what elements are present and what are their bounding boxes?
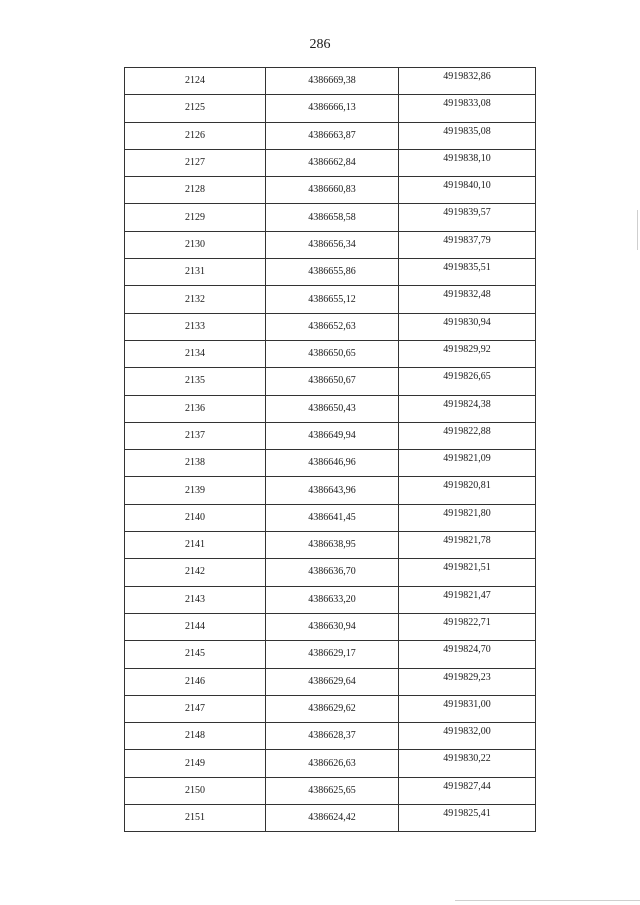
table-row xyxy=(125,204,536,231)
table-row xyxy=(125,177,536,204)
y-coordinate-cell: 4919835,51 xyxy=(399,259,536,286)
table-row xyxy=(125,504,536,531)
table-row xyxy=(125,477,536,504)
table-row xyxy=(125,586,536,613)
point-number-cell: 2144 xyxy=(125,613,266,640)
point-number-cell: 2139 xyxy=(125,477,266,504)
table-row xyxy=(125,340,536,367)
y-coordinate-cell: 4919831,00 xyxy=(399,695,536,722)
table-row xyxy=(125,805,536,832)
x-coordinate-cell: 4386658,58 xyxy=(266,204,399,231)
y-coordinate-cell: 4919830,94 xyxy=(399,313,536,340)
y-coordinate-cell: 4919821,09 xyxy=(399,450,536,477)
point-number-cell: 2150 xyxy=(125,777,266,804)
x-coordinate-cell: 4386643,96 xyxy=(266,477,399,504)
point-number-cell: 2149 xyxy=(125,750,266,777)
point-number-cell: 2137 xyxy=(125,422,266,449)
table-row xyxy=(125,395,536,422)
point-number-cell: 2143 xyxy=(125,586,266,613)
bottom-edge-scan-mark xyxy=(455,900,640,901)
x-coordinate-cell: 4386646,96 xyxy=(266,450,399,477)
table-row xyxy=(125,723,536,750)
point-number-cell: 2141 xyxy=(125,532,266,559)
table-row xyxy=(125,286,536,313)
point-number-cell: 2138 xyxy=(125,450,266,477)
y-coordinate-cell: 4919838,10 xyxy=(399,149,536,176)
x-coordinate-cell: 4386666,13 xyxy=(266,95,399,122)
table-row xyxy=(125,559,536,586)
table-row xyxy=(125,750,536,777)
x-coordinate-cell: 4386650,67 xyxy=(266,368,399,395)
table-row xyxy=(125,695,536,722)
point-number-cell: 2127 xyxy=(125,149,266,176)
table-row xyxy=(125,777,536,804)
table-row xyxy=(125,313,536,340)
table-row xyxy=(125,613,536,640)
point-number-cell: 2132 xyxy=(125,286,266,313)
x-coordinate-cell: 4386629,62 xyxy=(266,695,399,722)
x-coordinate-cell: 4386655,86 xyxy=(266,259,399,286)
point-number-cell: 2145 xyxy=(125,641,266,668)
x-coordinate-cell: 4386650,65 xyxy=(266,340,399,367)
coordinates-table xyxy=(124,67,536,832)
y-coordinate-cell: 4919824,38 xyxy=(399,395,536,422)
table-row xyxy=(125,532,536,559)
right-edge-scan-mark xyxy=(637,210,638,250)
point-number-cell: 2129 xyxy=(125,204,266,231)
x-coordinate-cell: 4386663,87 xyxy=(266,122,399,149)
y-coordinate-cell: 4919822,88 xyxy=(399,422,536,449)
table-row xyxy=(125,641,536,668)
x-coordinate-cell: 4386650,43 xyxy=(266,395,399,422)
x-coordinate-cell: 4386660,83 xyxy=(266,177,399,204)
point-number-cell: 2130 xyxy=(125,231,266,258)
table-row xyxy=(125,668,536,695)
x-coordinate-cell: 4386628,37 xyxy=(266,723,399,750)
y-coordinate-cell: 4919829,92 xyxy=(399,340,536,367)
table-row xyxy=(125,122,536,149)
x-coordinate-cell: 4386626,63 xyxy=(266,750,399,777)
page-number: 286 xyxy=(309,37,331,52)
point-number-cell: 2148 xyxy=(125,723,266,750)
point-number-cell: 2140 xyxy=(125,504,266,531)
y-coordinate-cell: 4919821,80 xyxy=(399,504,536,531)
y-coordinate-cell: 4919821,78 xyxy=(399,532,536,559)
point-number-cell: 2134 xyxy=(125,340,266,367)
x-coordinate-cell: 4386638,95 xyxy=(266,532,399,559)
point-number-cell: 2125 xyxy=(125,95,266,122)
y-coordinate-cell: 4919827,44 xyxy=(399,777,536,804)
y-coordinate-cell: 4919835,08 xyxy=(399,122,536,149)
y-coordinate-cell: 4919824,70 xyxy=(399,641,536,668)
point-number-cell: 2131 xyxy=(125,259,266,286)
y-coordinate-cell: 4919821,47 xyxy=(399,586,536,613)
x-coordinate-cell: 4386630,94 xyxy=(266,613,399,640)
y-coordinate-cell: 4919820,81 xyxy=(399,477,536,504)
x-coordinate-cell: 4386624,42 xyxy=(266,805,399,832)
x-coordinate-cell: 4386629,17 xyxy=(266,641,399,668)
table-row xyxy=(125,149,536,176)
y-coordinate-cell: 4919822,71 xyxy=(399,613,536,640)
y-coordinate-cell: 4919826,65 xyxy=(399,368,536,395)
point-number-cell: 2136 xyxy=(125,395,266,422)
y-coordinate-cell: 4919825,41 xyxy=(399,805,536,832)
y-coordinate-cell: 4919832,00 xyxy=(399,723,536,750)
y-coordinate-cell: 4919840,10 xyxy=(399,177,536,204)
x-coordinate-cell: 4386656,34 xyxy=(266,231,399,258)
x-coordinate-cell: 4386633,20 xyxy=(266,586,399,613)
x-coordinate-cell: 4386669,38 xyxy=(266,68,399,95)
point-number-cell: 2146 xyxy=(125,668,266,695)
table-row xyxy=(125,450,536,477)
y-coordinate-cell: 4919833,08 xyxy=(399,95,536,122)
point-number-cell: 2128 xyxy=(125,177,266,204)
point-number-cell: 2126 xyxy=(125,122,266,149)
table-row xyxy=(125,259,536,286)
coordinates-table-body xyxy=(125,68,536,832)
y-coordinate-cell: 4919837,79 xyxy=(399,231,536,258)
table-row xyxy=(125,422,536,449)
x-coordinate-cell: 4386625,65 xyxy=(266,777,399,804)
x-coordinate-cell: 4386636,70 xyxy=(266,559,399,586)
y-coordinate-cell: 4919832,86 xyxy=(399,68,536,95)
x-coordinate-cell: 4386662,84 xyxy=(266,149,399,176)
point-number-cell: 2135 xyxy=(125,368,266,395)
point-number-cell: 2142 xyxy=(125,559,266,586)
table-row xyxy=(125,231,536,258)
y-coordinate-cell: 4919832,48 xyxy=(399,286,536,313)
point-number-cell: 2151 xyxy=(125,805,266,832)
y-coordinate-cell: 4919829,23 xyxy=(399,668,536,695)
y-coordinate-cell: 4919821,51 xyxy=(399,559,536,586)
point-number-cell: 2124 xyxy=(125,68,266,95)
x-coordinate-cell: 4386652,63 xyxy=(266,313,399,340)
x-coordinate-cell: 4386655,12 xyxy=(266,286,399,313)
table-row xyxy=(125,368,536,395)
point-number-cell: 2147 xyxy=(125,695,266,722)
table-row xyxy=(125,95,536,122)
point-number-cell: 2133 xyxy=(125,313,266,340)
y-coordinate-cell: 4919830,22 xyxy=(399,750,536,777)
table-row xyxy=(125,68,536,95)
x-coordinate-cell: 4386629,64 xyxy=(266,668,399,695)
y-coordinate-cell: 4919839,57 xyxy=(399,204,536,231)
x-coordinate-cell: 4386641,45 xyxy=(266,504,399,531)
x-coordinate-cell: 4386649,94 xyxy=(266,422,399,449)
